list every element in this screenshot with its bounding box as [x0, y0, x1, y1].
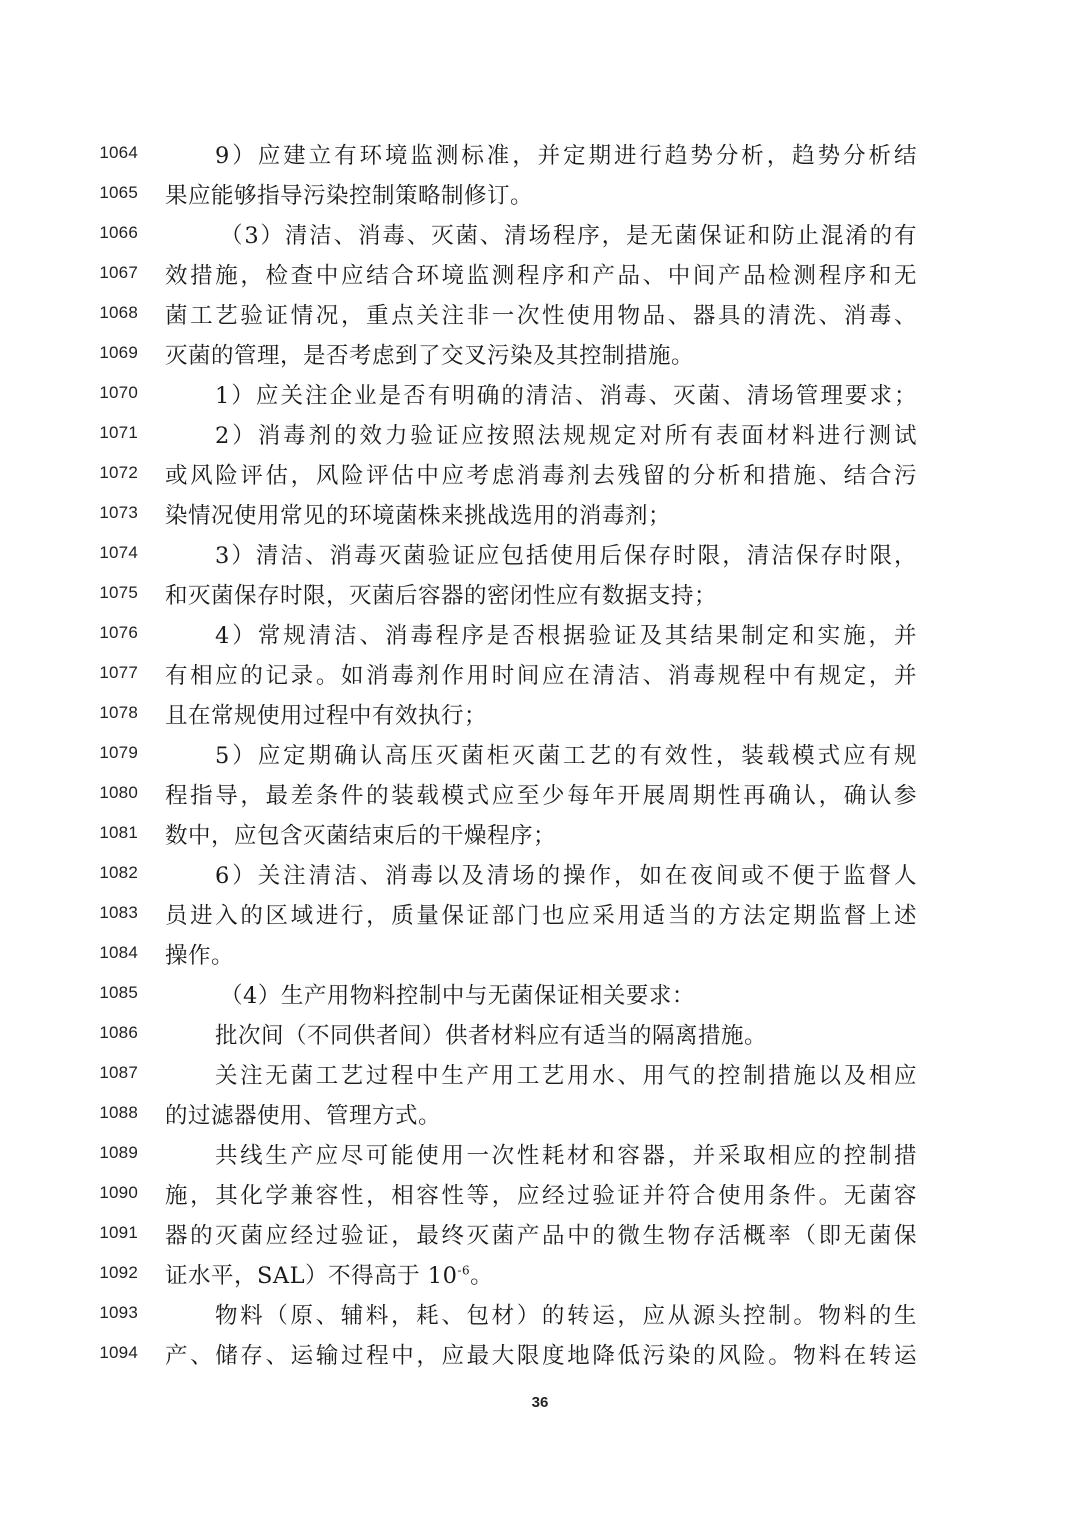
text-line: [0, 256, 1080, 296]
line-text: 批次间（不同供者间）供者材料应有适当的隔离措施。: [215, 1023, 768, 1049]
line-number: 1071: [99, 423, 138, 442]
text-line: [0, 1256, 1080, 1296]
line-number: 1089: [99, 1143, 138, 1162]
line-number: 1082: [99, 863, 138, 882]
line-text: 且在常规使用过程中有效执行；: [165, 703, 488, 729]
line-text: 9）应建立有环境监测标准，并定期进行趋势分析，趋势分析结: [215, 143, 917, 169]
line-text-tail: 。: [470, 1263, 494, 1289]
line-text: 的过滤器使用、管理方式。: [165, 1103, 442, 1129]
page-number: 36: [531, 1394, 549, 1411]
line-number: 1090: [99, 1183, 138, 1202]
line-text: 5）应定期确认高压灭菌柜灭菌工艺的有效性，装载模式应有规: [215, 743, 917, 769]
line-text: （4）生产用物料控制中与无菌保证相关要求：: [220, 983, 695, 1009]
line-number: 1085: [99, 983, 138, 1002]
text-line: [0, 1216, 1080, 1256]
text-line: [0, 536, 1080, 576]
text-line: [0, 496, 1080, 536]
line-text: 关注无菌工艺过程中生产用工艺用水、用气的控制措施以及相应: [215, 1063, 917, 1089]
line-number: 1084: [99, 943, 138, 962]
line-text: 4）常规清洁、消毒程序是否根据验证及其结果制定和实施，并: [215, 623, 917, 649]
line-number: 1094: [99, 1343, 138, 1362]
text-line: [0, 1336, 1080, 1376]
text-line: [0, 936, 1080, 976]
text-line: [0, 1176, 1080, 1216]
line-number: 1078: [99, 703, 138, 722]
text-line: [0, 616, 1080, 656]
line-text: 施，其化学兼容性，相容性等，应经过验证并符合使用条件。无菌容: [165, 1183, 917, 1209]
line-text: 操作。: [165, 943, 235, 969]
text-line: [0, 176, 1080, 216]
line-number: 1087: [99, 1063, 138, 1082]
text-line: [0, 896, 1080, 936]
line-text: 灭菌的管理，是否考虑到了交叉污染及其控制措施。: [165, 343, 695, 369]
text-line: [0, 656, 1080, 696]
line-number: 1069: [99, 343, 138, 362]
line-text-main: 证水平，SAL）不得高于 10: [165, 1263, 458, 1289]
text-line: [0, 296, 1080, 336]
line-text: 共线生产应尽可能使用一次性耗材和容器，并采取相应的控制措: [215, 1143, 917, 1169]
text-line: [0, 456, 1080, 496]
text-line: [0, 136, 1080, 176]
text-line: [0, 1296, 1080, 1336]
text-line: [0, 336, 1080, 376]
line-number: 1091: [99, 1223, 138, 1242]
line-text: 菌工艺验证情况，重点关注非一次性使用物品、器具的清洗、消毒、: [165, 303, 917, 329]
line-text: 物料（原、辅料，耗、包材）的转运，应从源头控制。物料的生: [215, 1303, 917, 1329]
text-line: [0, 376, 1080, 416]
line-number: 1065: [99, 183, 138, 202]
line-number: 1067: [99, 263, 138, 282]
text-line: [0, 976, 1080, 1016]
text-line: [0, 1056, 1080, 1096]
line-number: 1081: [99, 823, 138, 842]
text-line: [0, 776, 1080, 816]
line-number: 1075: [99, 583, 138, 602]
line-number: 1073: [99, 503, 138, 522]
line-number: 1088: [99, 1103, 138, 1122]
line-text: 2）消毒剂的效力验证应按照法规规定对所有表面材料进行测试: [215, 423, 917, 449]
line-text: （3）清洁、消毒、灭菌、清场程序，是无菌保证和防止混淆的有: [220, 223, 917, 249]
line-text: 6）关注清洁、消毒以及清场的操作，如在夜间或不便于监督人: [215, 863, 917, 889]
text-line: [0, 216, 1080, 256]
line-number: 1092: [99, 1263, 138, 1282]
text-line: [0, 856, 1080, 896]
line-text: 和灭菌保存时限，灭菌后容器的密闭性应有数据支持；: [165, 583, 718, 609]
superscript-exponent: -6: [457, 1263, 471, 1278]
text-line: [0, 816, 1080, 856]
text-line: [0, 1096, 1080, 1136]
line-number: 1080: [99, 783, 138, 802]
line-text: 员进入的区域进行，质量保证部门也应采用适当的方法定期监督上述: [165, 903, 917, 929]
line-text: 有相应的记录。如消毒剂作用时间应在清洁、消毒规程中有规定，并: [165, 663, 917, 689]
line-text: 程指导，最差条件的装载模式应至少每年开展周期性再确认，确认参: [165, 783, 917, 809]
line-number: 1066: [99, 223, 138, 242]
line-number: 1093: [99, 1303, 138, 1322]
line-number: 1079: [99, 743, 138, 762]
line-text: 产、储存、运输过程中，应最大限度地降低污染的风险。物料在转运: [165, 1343, 917, 1369]
text-line: [0, 576, 1080, 616]
text-line: [0, 1136, 1080, 1176]
line-number: 1068: [99, 303, 138, 322]
text-line: [0, 1016, 1080, 1056]
line-number: 1077: [99, 663, 138, 682]
line-number: 1070: [99, 383, 138, 402]
text-line: [0, 696, 1080, 736]
line-text: 染情况使用常见的环境菌株来挑战选用的消毒剂；: [165, 503, 672, 529]
line-number: 1064: [99, 143, 138, 162]
line-text: 1）应关注企业是否有明确的清洁、消毒、灭菌、清场管理要求；: [215, 383, 917, 409]
line-text: 3）清洁、消毒灭菌验证应包括使用后保存时限，清洁保存时限，: [215, 543, 917, 569]
line-number: 1076: [99, 623, 138, 642]
line-number: 1072: [99, 463, 138, 482]
line-text: 数中，应包含灭菌结束后的干燥程序；: [165, 823, 557, 849]
text-line: [0, 416, 1080, 456]
line-number: 1083: [99, 903, 138, 922]
line-text: 效措施，检查中应结合环境监测程序和产品、中间产品检测程序和无: [165, 263, 917, 289]
line-text: 果应能够指导污染控制策略制修订。: [165, 183, 534, 209]
line-text: 或风险评估，风险评估中应考虑消毒剂去残留的分析和措施、结合污: [165, 463, 917, 489]
line-number: 1074: [99, 543, 138, 562]
line-number: 1086: [99, 1023, 138, 1042]
line-text: [165, 1256, 917, 1296]
text-line: [0, 736, 1080, 776]
line-text: 器的灭菌应经过验证，最终灭菌产品中的微生物存活概率（即无菌保: [165, 1223, 917, 1249]
